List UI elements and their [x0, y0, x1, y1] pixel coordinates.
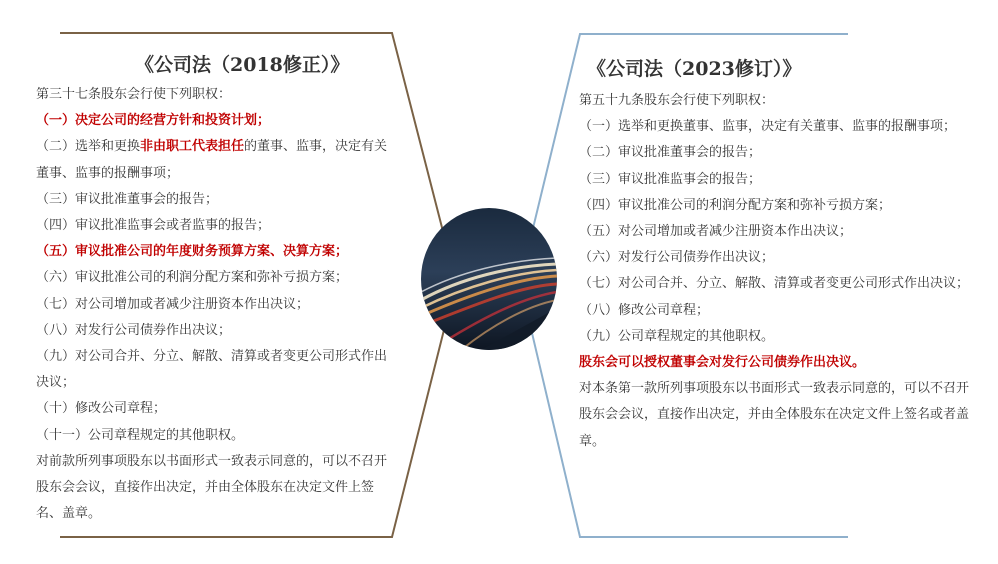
right-intro: 第五十九条股东会行使下列职权：	[579, 93, 775, 108]
left-item-7: （七）对公司增加或者减少注册资本作出决议；	[36, 296, 310, 312]
left-item-8: （八）对发行公司债券作出决议；	[36, 322, 232, 338]
right-item-9: （九）公司章程规定的其他职权。	[579, 328, 775, 344]
left-item-10: （十）修改公司章程；	[36, 401, 167, 417]
left-item-3: （三）审议批准董事会的报告；	[36, 191, 219, 207]
left-item-6: （六）审议批准公司的利润分配方案和弥补亏损方案；	[36, 270, 349, 286]
left-item-9: （九）对公司合并、分立、解散、清算或者变更公司形式作出决议；	[36, 349, 388, 391]
left-title: 《公司法（2018修正）》	[135, 54, 350, 76]
left-item-11: （十一）公司章程规定的其他职权。	[36, 427, 245, 443]
right-highlight: 股东会可以授权董事会对发行公司债券作出决议。	[579, 355, 866, 371]
left-item-2-emphasis: 非由职工代表担任	[140, 139, 245, 155]
left-item-2: （二）选举和更换非由职工代表担任的董事、监事，决定有关董事、监事的报酬事项；	[36, 139, 388, 181]
right-title: 《公司法（2023修订）》	[587, 58, 802, 80]
right-item-2: （二）审议批准董事会的报告；	[579, 145, 762, 161]
right-item-7: （七）对公司合并、分立、解散、清算或者变更公司形式作出决议；	[579, 276, 970, 292]
left-footer: 对前款所列事项股东以书面形式一致表示同意的，可以不召开股东会会议，直接作出决定，并由全体股东在决定文件上签名、盖章。	[36, 453, 388, 522]
left-item-1: （一）决定公司的经营方针和投资计划；	[36, 113, 271, 129]
right-item-3: （三）审议批准监事会的报告；	[579, 171, 762, 187]
highway-light-trails-image	[421, 208, 557, 350]
right-item-8: （八）修改公司章程；	[579, 302, 710, 318]
right-item-5: （五）对公司增加或者减少注册资本作出决议；	[579, 224, 853, 240]
left-article	[36, 82, 394, 527]
left-item-4: （四）审议批准监事会或者监事的报告；	[36, 218, 271, 234]
left-item-5: （五）审议批准公司的年度财务预算方案、决算方案；	[36, 244, 349, 260]
right-item-4: （四）审议批准公司的利润分配方案和弥补亏损方案；	[579, 197, 892, 213]
right-item-1: （一）选举和更换董事、监事，决定有关董事、监事的报酬事项；	[579, 119, 957, 135]
right-footer: 对本条第一款所列事项股东以书面形式一致表示同意的，可以不召开股东会会议，直接作出决定，并由全体股东在决定文件上签名或者盖章。	[579, 381, 970, 449]
right-article	[579, 88, 977, 455]
right-item-6: （六）对发行公司债券作出决议；	[579, 250, 775, 266]
left-intro: 第三十七条股东会行使下列职权：	[36, 87, 232, 102]
